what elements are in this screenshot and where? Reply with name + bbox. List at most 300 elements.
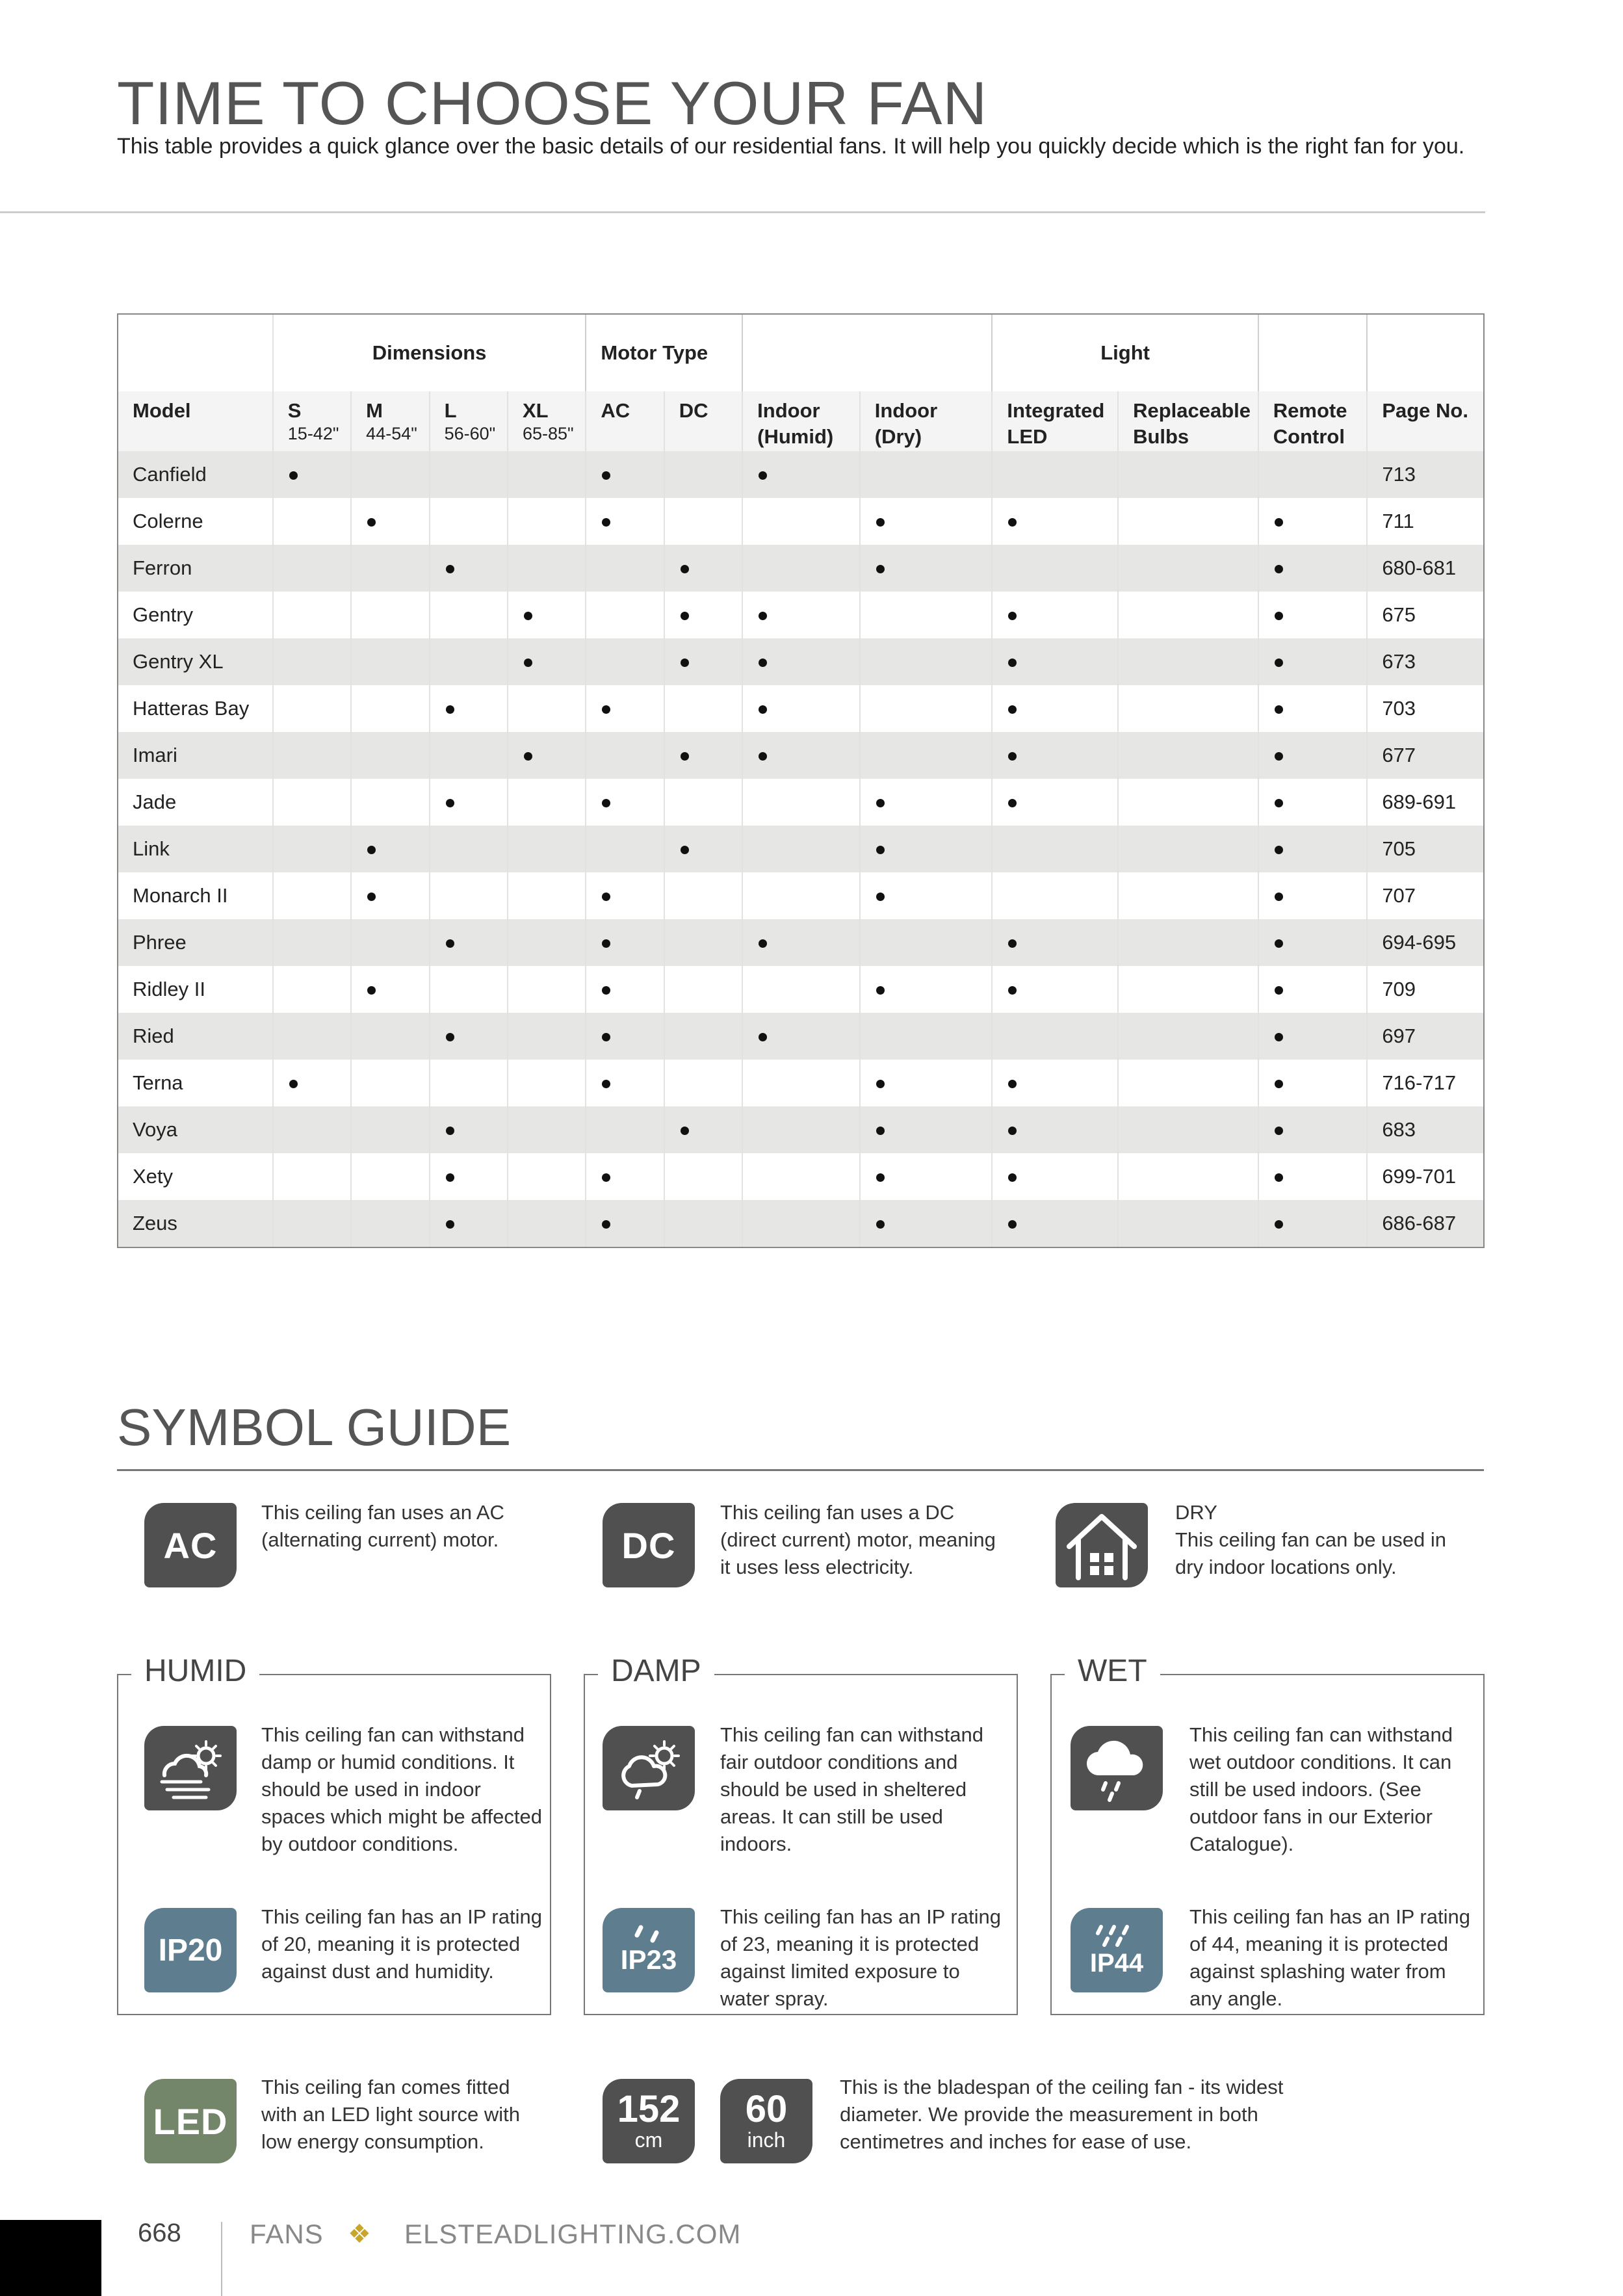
damp-label: DAMP: [598, 1653, 714, 1689]
bladespan-cm-icon: 152 cm: [603, 2079, 695, 2163]
bullet-icon: [681, 612, 689, 620]
humid-label: HUMID: [131, 1653, 259, 1689]
bullet-icon: [1275, 846, 1283, 854]
cell-s: [273, 1106, 351, 1153]
cell-xl: [508, 1013, 586, 1060]
bullet-icon: [1008, 1173, 1017, 1182]
cell-humid: [742, 1106, 860, 1153]
model-name: Link: [118, 826, 273, 872]
cell-remote: [1258, 498, 1368, 545]
bullet-icon: [876, 1127, 885, 1135]
cell-dc: [664, 1060, 742, 1106]
bullet-icon: [1275, 659, 1283, 667]
model-name: Zeus: [118, 1200, 273, 1247]
ac-description: This ceiling fan uses an AC (alternating current) motor.: [261, 1501, 504, 1551]
cell-humid: [742, 1060, 860, 1106]
dry-text: This ceiling fan can be used in dry indoor locations only.: [1175, 1528, 1447, 1578]
cell-l: [430, 1153, 508, 1200]
cell-m: [351, 966, 429, 1013]
table-row: [118, 1200, 1483, 1247]
cell-m: [351, 826, 429, 872]
ip20-description: This ceiling fan has an IP rating of 20, meaning it is protected against dust and humidity.: [261, 1905, 542, 1983]
cell-xl: [508, 826, 586, 872]
bullet-icon: [1275, 799, 1283, 807]
cell-m: [351, 1200, 429, 1247]
bullet-icon: [602, 471, 610, 480]
cell-s: [273, 451, 351, 498]
cell-m: [351, 545, 429, 592]
cell-l: [430, 1106, 508, 1153]
bullet-icon: [1275, 1080, 1283, 1088]
cell-humid: [742, 451, 860, 498]
cell-humid: [742, 685, 860, 732]
cell-ac: [586, 638, 664, 685]
footer-section: FANS: [250, 2219, 324, 2249]
cell-s: [273, 826, 351, 872]
bullet-icon: [1008, 705, 1017, 714]
col-model: Model: [118, 391, 273, 451]
page-number-cell: 694-695: [1367, 919, 1483, 966]
cell-ac: [586, 545, 664, 592]
cell-m: [351, 872, 429, 919]
cell-ac: [586, 779, 664, 826]
cell-led: [992, 732, 1118, 779]
cell-s: [273, 1153, 351, 1200]
cell-dc: [664, 732, 742, 779]
bullet-icon: [1275, 986, 1283, 995]
cell-xl: [508, 1200, 586, 1247]
page-title: TIME TO CHOOSE YOUR FAN: [117, 69, 988, 137]
cell-led: [992, 498, 1118, 545]
cell-s: [273, 1013, 351, 1060]
cell-humid: [742, 779, 860, 826]
cell-xl: [508, 592, 586, 638]
table-row: [118, 966, 1483, 1013]
cell-m: [351, 779, 429, 826]
cell-ac: [586, 919, 664, 966]
cell-l: [430, 732, 508, 779]
cell-ac: [586, 872, 664, 919]
bullet-icon: [289, 471, 298, 480]
bullet-icon: [681, 659, 689, 667]
page-number-cell: 683: [1367, 1106, 1483, 1153]
cell-bulbs: [1118, 1106, 1258, 1153]
bullet-icon: [602, 1173, 610, 1182]
bladespan-description: This is the bladespan of the ceiling fan - its widest diameter. We provide the measurement in both centimetres and inches for ease of use.: [840, 2076, 1284, 2153]
page-number-cell: 707: [1367, 872, 1483, 919]
model-name: Ridley II: [133, 978, 205, 1000]
bullet-icon: [876, 986, 885, 995]
bullet-icon: [446, 799, 454, 807]
cell-m: [351, 919, 429, 966]
cell-m: [351, 592, 429, 638]
cell-humid: [742, 1013, 860, 1060]
bullet-icon: [1275, 893, 1283, 901]
table-row: [118, 872, 1483, 919]
cell-s: [273, 498, 351, 545]
col-dc: DC: [664, 391, 742, 451]
model-name: Gentry XL: [118, 638, 273, 685]
cell-l: [430, 779, 508, 826]
col-integrated-led: Integrated LED: [992, 391, 1118, 451]
cell-l: [430, 1013, 508, 1060]
cell-dc: [664, 592, 742, 638]
cell-l: [430, 919, 508, 966]
bullet-icon: [446, 939, 454, 948]
cell-dc: [664, 451, 742, 498]
cell-ac: [586, 1106, 664, 1153]
bullet-icon: [1008, 518, 1017, 527]
fog-sun-icon: [144, 1726, 237, 1810]
bullet-icon: [1275, 565, 1283, 573]
cell-bulbs: [1118, 592, 1258, 638]
page-number-cell: 699-701: [1367, 1153, 1483, 1200]
col-ac: AC: [586, 391, 664, 451]
bullet-icon: [681, 565, 689, 573]
bullet-icon: [602, 1220, 610, 1229]
cell-ac: [586, 826, 664, 872]
cell-humid: [742, 638, 860, 685]
table-row: [118, 826, 1483, 872]
cell-dc: [664, 545, 742, 592]
model-name: Terna: [133, 1071, 183, 1094]
col-indoor-humid: Indoor (Humid): [742, 391, 860, 451]
ac-icon: AC: [144, 1503, 237, 1587]
cell-ac: [586, 451, 664, 498]
bullet-icon: [602, 1080, 610, 1088]
cell-dry: [860, 966, 993, 1013]
cell-remote: [1258, 1106, 1368, 1153]
cell-dry: [860, 545, 993, 592]
cell-humid: [742, 498, 860, 545]
model-name: Voya: [118, 1106, 273, 1153]
table-group-header: [118, 315, 1483, 391]
cell-ac: [586, 1060, 664, 1106]
cell-m: [351, 498, 429, 545]
bullet-icon: [1275, 939, 1283, 948]
bullet-icon: [602, 799, 610, 807]
cell-ac: [586, 966, 664, 1013]
cell-ac: [586, 1153, 664, 1200]
footer-divider: [221, 2222, 222, 2296]
cell-bulbs: [1118, 451, 1258, 498]
cell-remote: [1258, 685, 1368, 732]
col-m: M 44-54": [351, 391, 429, 451]
dry-description: [1175, 1499, 1455, 1581]
ip44-icon: IP44: [1071, 1908, 1163, 1992]
cell-dry: [860, 1106, 993, 1153]
bullet-icon: [876, 565, 885, 573]
cell-dry: [860, 498, 993, 545]
cell-humid: [742, 545, 860, 592]
bullet-icon: [876, 846, 885, 854]
col-indoor-dry: Indoor (Dry): [860, 391, 993, 451]
cell-ac: [586, 1013, 664, 1060]
dry-heading: DRY: [1175, 1501, 1217, 1524]
bullet-icon: [602, 893, 610, 901]
cell-led: [992, 1200, 1118, 1247]
bullet-icon: [602, 518, 610, 527]
cell-xl: [508, 919, 586, 966]
cell-dc: [664, 1153, 742, 1200]
cell-dc: [664, 1013, 742, 1060]
model-name: Ried: [118, 1013, 273, 1060]
bullet-icon: [446, 1033, 454, 1041]
page-number-cell: 686-687: [1367, 1200, 1483, 1247]
page-number-cell: 713: [1367, 451, 1483, 498]
cell-bulbs: [1118, 1013, 1258, 1060]
cell-humid: [742, 732, 860, 779]
cell-led: [992, 1153, 1118, 1200]
cell-led: [992, 545, 1118, 592]
cell-s: [273, 1200, 351, 1247]
cell-s: [273, 872, 351, 919]
bullet-icon: [876, 799, 885, 807]
bullet-icon: [524, 659, 532, 667]
model-name: Hatteras Bay: [133, 697, 250, 720]
table-column-header: [118, 391, 1483, 451]
bullet-icon: [1275, 1033, 1283, 1041]
bullet-icon: [759, 705, 767, 714]
cell-m: [351, 451, 429, 498]
cell-s: [273, 779, 351, 826]
cell-xl: [508, 451, 586, 498]
cell-ac: [586, 498, 664, 545]
bullet-icon: [759, 939, 767, 948]
cell-m: [351, 685, 429, 732]
model-name: Ferron: [118, 545, 273, 592]
page-number-cell: 709: [1367, 966, 1483, 1013]
cell-l: [430, 451, 508, 498]
cell-l: [430, 826, 508, 872]
table-row: [118, 498, 1483, 545]
footer-block: [0, 2220, 101, 2296]
house-icon: [1056, 1503, 1148, 1587]
bullet-icon: [367, 986, 376, 995]
wet-description: This ceiling fan can withstand wet outdoor conditions. It can still be used indoors. (See outdoor fans in our Exterior Catalogue).: [1189, 1723, 1453, 1855]
cloud-sun-drizzle-icon: [603, 1726, 695, 1810]
cell-ac: [586, 685, 664, 732]
bullet-icon: [681, 846, 689, 854]
page-number: 668: [138, 2219, 181, 2247]
table-row: [118, 1013, 1483, 1060]
cell-l: [430, 592, 508, 638]
col-page-no: Page No.: [1367, 391, 1483, 451]
bullet-icon: [1008, 1080, 1017, 1088]
cell-dry: [860, 919, 993, 966]
cell-remote: [1258, 732, 1368, 779]
bullet-icon: [602, 939, 610, 948]
cell-dc: [664, 685, 742, 732]
page-number-cell: 675: [1367, 592, 1483, 638]
cell-remote: [1258, 1200, 1368, 1247]
cell-dry: [860, 1153, 993, 1200]
table-row: [118, 1153, 1483, 1200]
cell-dry: [860, 685, 993, 732]
cell-dry: [860, 732, 993, 779]
cell-remote: [1258, 451, 1368, 498]
bullet-icon: [1008, 799, 1017, 807]
cell-xl: [508, 1106, 586, 1153]
cell-ac: [586, 1200, 664, 1247]
cell-dry: [860, 1060, 993, 1106]
cloud-rain-icon: [1071, 1726, 1163, 1810]
cell-xl: [508, 545, 586, 592]
cell-remote: [1258, 1153, 1368, 1200]
cell-xl: [508, 872, 586, 919]
table-row: [118, 545, 1483, 592]
table-row: [118, 779, 1483, 826]
col-l: L 56-60": [430, 391, 508, 451]
table-row: [118, 685, 1483, 732]
col-xl: XL 65-85": [508, 391, 586, 451]
model-name: Canfield: [118, 451, 273, 498]
bullet-icon: [1275, 1173, 1283, 1182]
table-row: [118, 732, 1483, 779]
dc-description: This ceiling fan uses a DC (direct current) motor, meaning it uses less electricity.: [720, 1501, 996, 1578]
bullet-icon: [446, 1127, 454, 1135]
wet-label: WET: [1065, 1653, 1160, 1689]
table-row: [118, 638, 1483, 685]
cell-dry: [860, 826, 993, 872]
cell-bulbs: [1118, 1200, 1258, 1247]
bullet-icon: [1008, 939, 1017, 948]
cell-l: [430, 545, 508, 592]
cell-dc: [664, 919, 742, 966]
cell-led: [992, 1106, 1118, 1153]
cell-l: [430, 966, 508, 1013]
cell-dc: [664, 638, 742, 685]
bullet-icon: [1275, 705, 1283, 714]
cell-s: [273, 685, 351, 732]
cell-xl: [508, 966, 586, 1013]
bullet-icon: [602, 705, 610, 714]
page-number-cell: 677: [1367, 732, 1483, 779]
cell-s: [273, 592, 351, 638]
cell-led: [992, 1060, 1118, 1106]
cell-s: [273, 545, 351, 592]
header-divider: [0, 211, 1485, 213]
cell-humid: [742, 592, 860, 638]
cell-m: [351, 1013, 429, 1060]
ip23-description: This ceiling fan has an IP rating of 23, meaning it is protected against limited exposure to water spray.: [720, 1905, 1001, 2010]
cell-bulbs: [1118, 779, 1258, 826]
cell-humid: [742, 919, 860, 966]
bullet-icon: [759, 612, 767, 620]
cell-xl: [508, 685, 586, 732]
model-name: Colerne: [133, 510, 203, 532]
cell-led: [992, 779, 1118, 826]
bullet-icon: [367, 846, 376, 854]
cell-dc: [664, 1106, 742, 1153]
col-remote-control: Remote Control: [1258, 391, 1368, 451]
cell-dry: [860, 872, 993, 919]
bullet-icon: [367, 893, 376, 901]
bullet-icon: [1275, 612, 1283, 620]
cell-l: [430, 1060, 508, 1106]
bullet-icon: [1008, 752, 1017, 761]
cell-dry: [860, 451, 993, 498]
col-s: S 15-42": [273, 391, 351, 451]
cell-xl: [508, 732, 586, 779]
table-row: [118, 451, 1483, 498]
bullet-icon: [1008, 659, 1017, 667]
cell-remote: [1258, 966, 1368, 1013]
cell-bulbs: [1118, 966, 1258, 1013]
bullet-icon: [759, 1033, 767, 1041]
cell-s: [273, 732, 351, 779]
cell-s: [273, 966, 351, 1013]
table-row: [118, 919, 1483, 966]
bullet-icon: [876, 1173, 885, 1182]
cell-s: [273, 919, 351, 966]
bullet-icon: [1275, 1127, 1283, 1135]
cell-dry: [860, 638, 993, 685]
cell-remote: [1258, 1013, 1368, 1060]
cell-l: [430, 638, 508, 685]
cell-dc: [664, 826, 742, 872]
cell-xl: [508, 779, 586, 826]
cell-m: [351, 1106, 429, 1153]
footer-website: ELSTEADLIGHTING.COM: [404, 2219, 742, 2249]
cell-bulbs: [1118, 638, 1258, 685]
model-name: Phree: [118, 919, 273, 966]
cell-remote: [1258, 872, 1368, 919]
cell-led: [992, 872, 1118, 919]
bullet-icon: [1275, 518, 1283, 527]
ip44-description: This ceiling fan has an IP rating of 44, meaning it is protected against splashing water from any angle.: [1189, 1905, 1470, 2010]
bullet-icon: [524, 752, 532, 761]
group-motor-type: Motor Type: [586, 315, 742, 391]
bullet-icon: [446, 1173, 454, 1182]
cell-bulbs: [1118, 1153, 1258, 1200]
col-replaceable-bulbs: Replaceable Bulbs: [1118, 391, 1258, 451]
cell-led: [992, 966, 1118, 1013]
model-name: Imari: [118, 732, 273, 779]
cell-led: [992, 685, 1118, 732]
bullet-icon: [681, 1127, 689, 1135]
page-number-cell: 705: [1367, 826, 1483, 872]
model-name: Xety: [133, 1165, 174, 1188]
bullet-icon: [1008, 1220, 1017, 1229]
cell-humid: [742, 872, 860, 919]
led-icon: LED: [144, 2079, 237, 2163]
cell-humid: [742, 826, 860, 872]
cell-dry: [860, 1013, 993, 1060]
bullet-icon: [602, 1033, 610, 1041]
damp-description: This ceiling fan can withstand fair outdoor conditions and should be used in sheltered areas. It can still be used indoors.: [720, 1723, 983, 1855]
bullet-icon: [367, 518, 376, 527]
bullet-icon: [876, 1080, 885, 1088]
cell-remote: [1258, 592, 1368, 638]
cell-remote: [1258, 779, 1368, 826]
page-number-cell: 680-681: [1367, 545, 1483, 592]
page-number-cell: 711: [1367, 498, 1483, 545]
cell-l: [430, 498, 508, 545]
symbol-guide-title: SYMBOL GUIDE: [117, 1398, 512, 1456]
bullet-icon: [1008, 986, 1017, 995]
cell-ac: [586, 732, 664, 779]
symbol-guide-divider: [117, 1469, 1484, 1471]
model-name: Gentry: [133, 603, 194, 626]
led-description: This ceiling fan comes fitted with an LED light source with low energy consumption.: [261, 2076, 521, 2153]
table-row: [118, 592, 1483, 638]
bullet-icon: [759, 752, 767, 761]
bullet-icon: [446, 565, 454, 573]
model-name: Monarch II: [133, 884, 228, 907]
cell-dc: [664, 1200, 742, 1247]
cell-s: [273, 1060, 351, 1106]
